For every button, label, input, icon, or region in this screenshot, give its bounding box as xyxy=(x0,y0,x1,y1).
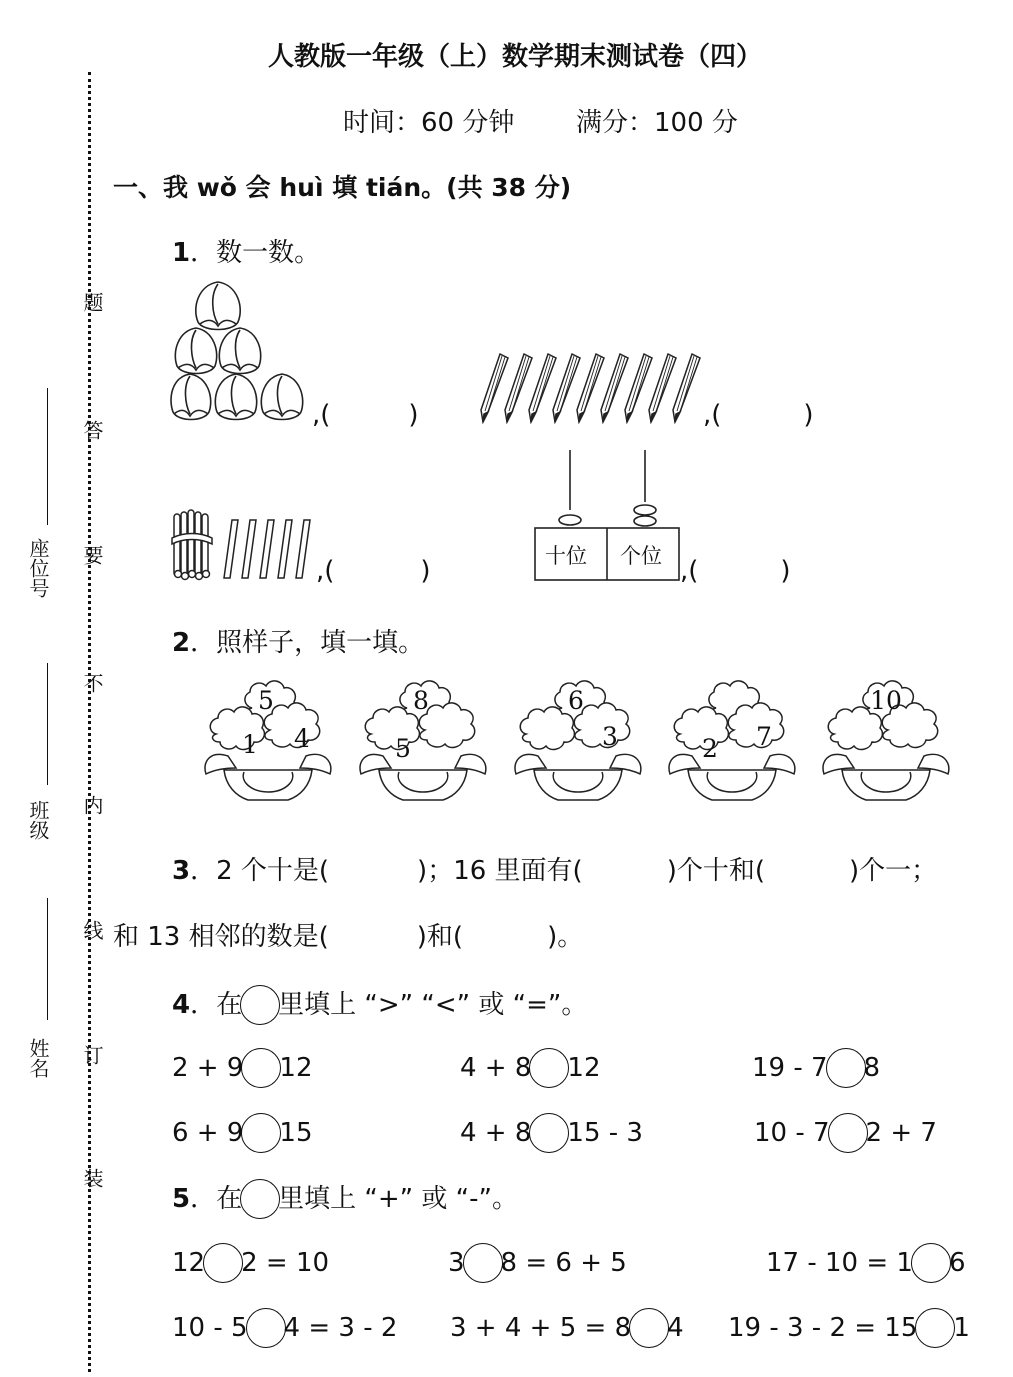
peach-icon xyxy=(215,374,256,420)
q5-item-6 xyxy=(728,1308,970,1348)
flower-1-right[interactable]: 4 xyxy=(294,724,310,753)
margin-word-zhuang: 装 xyxy=(80,1168,104,1188)
margin-word-ding: 订 xyxy=(80,1045,104,1065)
q3-text-a: ．2 个十是( xyxy=(190,856,330,886)
flower-pot-3 xyxy=(510,678,646,802)
q3-text-g: )。 xyxy=(547,922,584,952)
expr-right: 4 = 3 - 2 xyxy=(283,1313,398,1343)
answer-circle xyxy=(240,985,280,1025)
flower-1-top[interactable]: 5 xyxy=(258,686,274,715)
operator-circle[interactable] xyxy=(915,1308,955,1348)
margin-word-xian: 线 xyxy=(80,920,104,940)
flower-5-top[interactable]: 10 xyxy=(870,686,902,715)
paren-open: ,( xyxy=(703,400,722,430)
q4-item-3 xyxy=(752,1048,880,1088)
q1-prompt xyxy=(172,232,320,269)
expr-right: 6 xyxy=(948,1248,966,1278)
expr-left: 10 - 5 xyxy=(172,1313,248,1343)
margin-word-da: 答 xyxy=(80,420,104,440)
q5-prompt xyxy=(172,1178,518,1219)
expr-left: 2 + 9 xyxy=(172,1053,244,1083)
answer-circle xyxy=(240,1179,280,1219)
class-line xyxy=(47,663,48,785)
q4-item-1 xyxy=(172,1048,313,1088)
expr-left: 19 - 3 - 2 = 15 xyxy=(728,1313,918,1343)
flower-pot-2 xyxy=(355,678,491,802)
peach-icon xyxy=(171,374,211,420)
q1-abacus-answer xyxy=(680,556,791,586)
q4-text-b: 里填上 “>” “<” 或 “=”。 xyxy=(278,990,588,1020)
q3-line1 xyxy=(172,850,937,887)
margin-word-bu: 不 xyxy=(80,673,104,693)
expr-left: 4 + 8 xyxy=(460,1118,532,1148)
page-title: 人教版一年级（上）数学期末测试卷（四） xyxy=(268,42,763,72)
q1-peach-answer xyxy=(312,400,419,430)
q2-prompt xyxy=(172,622,424,659)
q5-item-4 xyxy=(172,1308,397,1348)
seat-number-line xyxy=(47,388,48,525)
name-label: 姓名 xyxy=(26,1038,50,1078)
q4-item-6 xyxy=(754,1113,937,1153)
expr-right: 15 xyxy=(279,1118,313,1148)
compare-circle[interactable] xyxy=(529,1113,569,1153)
paren-open: ,( xyxy=(680,556,699,586)
pencils-illustration xyxy=(480,352,705,424)
peach-icon xyxy=(261,374,302,420)
expr-right: 12 xyxy=(279,1053,313,1083)
expr-left: 19 - 7 xyxy=(752,1053,828,1083)
expr-left: 17 - 10 = 1 xyxy=(766,1248,913,1278)
expr-right: 8 = 6 + 5 xyxy=(500,1248,627,1278)
operator-circle[interactable] xyxy=(629,1308,669,1348)
name-line xyxy=(47,898,48,1020)
q3-text-c: )个十和( xyxy=(666,856,765,886)
q1-stick-answer xyxy=(316,556,431,586)
expr-right: 12 xyxy=(567,1053,601,1083)
operator-circle[interactable] xyxy=(911,1243,951,1283)
q1-text: ．数一数。 xyxy=(190,238,321,268)
flower-pot-4 xyxy=(664,678,800,802)
abacus-tens-label: 十位 xyxy=(545,544,587,568)
flower-2-top[interactable]: 8 xyxy=(413,686,429,715)
peach-pyramid-illustration xyxy=(170,280,315,425)
q2-number: 2 xyxy=(172,628,191,658)
q4-text-a: ．在 xyxy=(190,990,243,1020)
expr-left: 3 xyxy=(448,1248,465,1278)
expr-right: 8 xyxy=(863,1053,881,1083)
expr-left: 12 xyxy=(172,1248,206,1278)
peach-icon xyxy=(175,328,216,374)
flower-2-left[interactable]: 5 xyxy=(395,734,411,763)
sticks-illustration xyxy=(170,508,320,583)
stick-bundle-icon xyxy=(172,510,212,580)
q3-text-d: )个一； xyxy=(848,856,938,886)
section1-heading: 一、我 wǒ 会 huì 填 tián。(共 38 分) xyxy=(113,173,572,202)
q5-item-2 xyxy=(448,1243,627,1283)
q3-text-e: 和 13 相邻的数是( xyxy=(113,922,329,952)
paren-close: ) xyxy=(803,400,814,430)
seat-number-label: 座位号 xyxy=(26,538,50,598)
q4-number: 4 xyxy=(172,990,191,1020)
flower-3-top[interactable]: 6 xyxy=(568,686,584,715)
paren-close: ) xyxy=(408,400,419,430)
operator-circle[interactable] xyxy=(246,1308,286,1348)
q3-number: 3 xyxy=(172,856,191,886)
abacus-ones-label: 个位 xyxy=(620,544,662,568)
q1-number: 1 xyxy=(172,238,191,268)
class-label: 班级 xyxy=(26,800,50,840)
q5-text-b: 里填上 “+” 或 “-”。 xyxy=(278,1184,518,1214)
compare-circle[interactable] xyxy=(529,1048,569,1088)
q5-item-3 xyxy=(766,1243,965,1283)
flower-pot-1 xyxy=(200,678,336,802)
q5-item-1 xyxy=(172,1243,329,1283)
flower-pot-5 xyxy=(818,678,954,802)
q5-text-a: ．在 xyxy=(190,1184,243,1214)
paren-open: ,( xyxy=(312,400,331,430)
q4-item-4 xyxy=(172,1113,313,1153)
flower-4-left[interactable]: 2 xyxy=(702,734,718,763)
time-limit: 时间：60 分钟 xyxy=(343,108,515,138)
peach-icon xyxy=(196,282,240,330)
q4-item-5 xyxy=(460,1113,643,1153)
expr-right: 15 - 3 xyxy=(567,1118,643,1148)
q3-text-b: )；16 里面有( xyxy=(417,856,583,886)
q4-item-2 xyxy=(460,1048,601,1088)
expr-left: 3 + 4 + 5 = 8 xyxy=(450,1313,632,1343)
q4-prompt xyxy=(172,984,587,1025)
flower-1-left[interactable]: 1 xyxy=(242,730,258,759)
compare-circle[interactable] xyxy=(826,1048,866,1088)
flower-4-right[interactable]: 7 xyxy=(756,722,772,751)
expr-right: 2 = 10 xyxy=(241,1248,330,1278)
loose-sticks-icon xyxy=(224,520,310,578)
peach-icon xyxy=(219,328,260,374)
expr-left: 4 + 8 xyxy=(460,1053,532,1083)
q1-pencil-answer xyxy=(703,400,814,430)
margin-word-yao: 要 xyxy=(80,545,104,565)
expr-right: 2 + 7 xyxy=(865,1118,937,1148)
compare-circle[interactable] xyxy=(828,1113,868,1153)
margin-word-ti: 题 xyxy=(80,292,104,312)
paren-close: ) xyxy=(780,556,791,586)
full-score: 满分：100 分 xyxy=(576,108,738,138)
margin-word-nei: 内 xyxy=(80,795,104,815)
operator-circle[interactable] xyxy=(203,1243,243,1283)
expr-right: 4 xyxy=(667,1313,684,1343)
paren-close: ) xyxy=(420,556,431,586)
operator-circle[interactable] xyxy=(463,1243,503,1283)
q2-text: ．照样子，填一填。 xyxy=(190,628,425,658)
q3-text-f: )和( xyxy=(416,922,464,952)
expr-left: 6 + 9 xyxy=(172,1118,244,1148)
q5-number: 5 xyxy=(172,1184,191,1214)
q5-item-5 xyxy=(450,1308,684,1348)
flower-3-right[interactable]: 3 xyxy=(602,722,618,751)
expr-right: 1 xyxy=(953,1313,970,1343)
expr-left: 10 - 7 xyxy=(754,1118,830,1148)
compare-circle[interactable] xyxy=(241,1048,281,1088)
paren-open: ,( xyxy=(316,556,335,586)
compare-circle[interactable] xyxy=(241,1113,281,1153)
q3-line2 xyxy=(113,916,583,953)
